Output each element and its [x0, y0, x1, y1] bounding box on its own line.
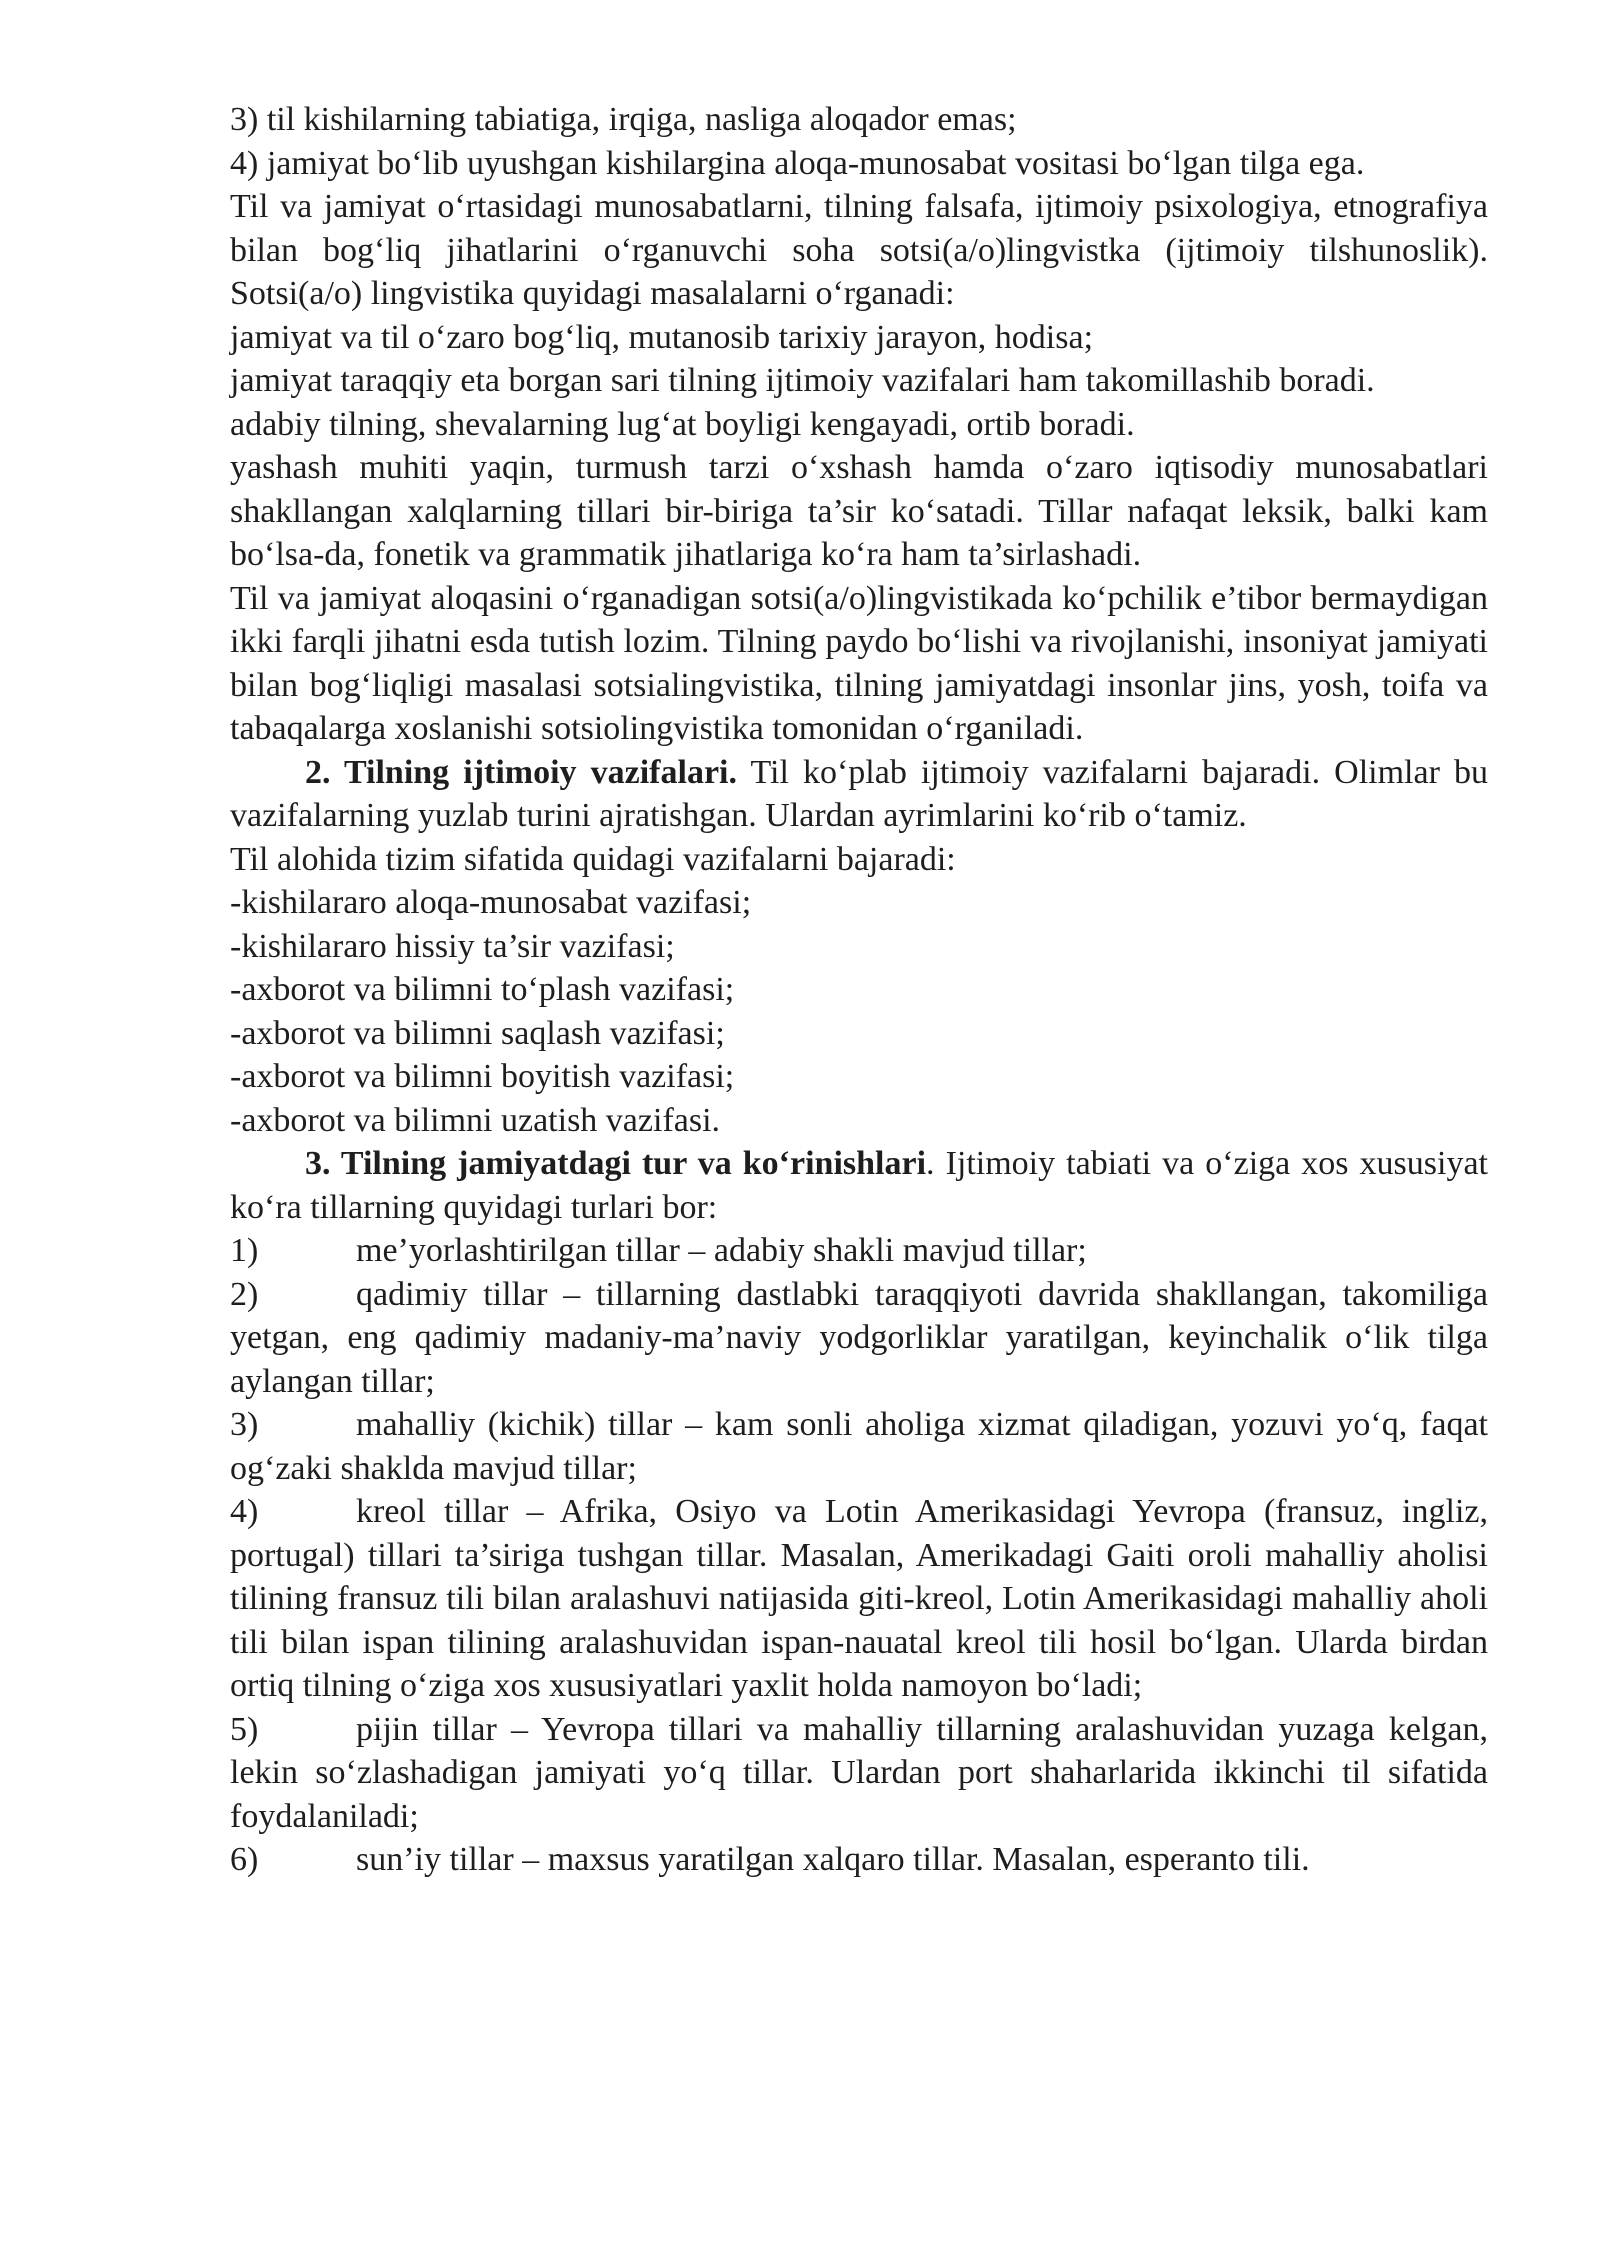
section-3-heading: 3. Tilning jamiyatdagi tur va ko‘rinishlari: [305, 1145, 927, 1182]
language-type-text: sun’iy tillar – maxsus yaratilgan xalqaro tillar. Masalan, esperanto tili.: [356, 1841, 1310, 1878]
language-type-item: [230, 1229, 1488, 1273]
issue-item: jamiyat va til o‘zaro bog‘liq, mutanosib tarixiy jarayon, hodisa;: [230, 318, 1094, 356]
function-item: -axborot va bilimni boyitish vazifasi;: [230, 1058, 735, 1095]
issue-item: yashash muhiti yaqin, turmush tarzi o‘xshash hamda o‘zaro iqtisodiy munosabatlari shakllangan xalqlarning tillari bir-biriga ta’sir ko‘satadi. Tillar nafaqat leksik, balki kam bo‘lsa-da, fonetik va grammatik jihatlariga ko‘ra ham ta’sirlashadi.: [230, 449, 1488, 573]
language-type-number: 4): [230, 1493, 259, 1530]
function-item: -kishilararo hissiy ta’sir vazifasi;: [230, 927, 675, 965]
language-type-number: 5): [230, 1710, 259, 1748]
section-3-paragraph: [230, 1142, 1488, 1229]
language-type-number: 2): [230, 1275, 259, 1313]
issue-item: adabiy tilning, shevalarning lug‘at boyligi kengayadi, ortib boradi.: [230, 405, 1135, 443]
language-type-text: me’yorlashtirilgan tillar – adabiy shakli mavjud tillar;: [356, 1232, 1087, 1269]
intro-line: 3) til kishilarning tabiatiga, irqiga, nasliga aloqador emas;: [230, 101, 1017, 138]
functions-intro: Til alohida tizim sifatida quidagi vazifalarni bajaradi:: [230, 840, 956, 878]
intro-line: 4) jamiyat bo‘lib uyushgan kishilargina aloqa-munosabat vositasi bo‘lgan tilga ega.: [230, 144, 1365, 182]
two-aspects-paragraph: Til va jamiyat aloqasini o‘rganadigan sotsi(a/o)lingvistikada ko‘pchilik e’tibor bermaydigan ikki farqli jihatni esda tutish lozim. Tilning paydo bo‘lishi va rivojlanishi, insoniyat jamiyati bilan bog‘liqligi masalasi sotsialingvistika, tilning jamiyatdagi insonlar jins, yosh, toifa va tabaqalarga xoslanishi sotsiolingvistika tomonidan o‘rganiladi.: [230, 579, 1488, 747]
section-2-text: Til ko‘plab ijtimoiy vazifalarni bajaradi. Olimlar bu vazifalarning yuzlab turini ajratishgan. Ulardan ayrimlarini ko‘rib o‘tamiz.: [230, 753, 1488, 834]
language-type-number: 3): [230, 1406, 259, 1443]
language-type-text: kreol tillar – Afrika, Osiyo va Lotin Amerikasidagi Yevropa (fransuz, ingliz, portugal) tillari ta’siriga tushgan tillar. Masalan, Amerikadagi Gaiti oroli mahalliy aholisi tilining fransuz tili bilan aralashuvi natijasida giti-kreol, Lotin Amerikasidagi mahalliy aholi tili bilan ispan tilining aralashuvidan ispan-nauatal kreol tili hosil bo‘lgan. Ularda birdan ortiq tilning o‘ziga xos xususiyatlari yaxlit holda namoyon bo‘ladi;: [230, 1493, 1488, 1704]
issue-item: jamiyat taraqqiy eta borgan sari tilning ijtimoiy vazifalari ham takomillashib boradi.: [230, 362, 1375, 399]
language-type-item: [230, 1490, 1488, 1708]
language-type-item: [230, 1708, 1488, 1839]
language-type-item: [230, 1273, 1488, 1404]
section-2-paragraph: [230, 751, 1488, 838]
function-item: -kishilararo aloqa-munosabat vazifasi;: [230, 884, 752, 921]
language-type-number: 1): [230, 1232, 259, 1269]
language-type-text: qadimiy tillar – tillarning dastlabki taraqqiyoti davrida shakllangan, takomiliga yetgan, eng qadimiy madaniy-ma’naviy yodgorliklar yaratilgan, keyinchalik o‘lik tilga aylangan tillar;: [230, 1275, 1488, 1400]
language-type-item: [230, 1403, 1488, 1490]
section-3-text: . Ijtimoiy tabiati va o‘ziga xos xususiyat ko‘ra tillarning quyidagi turlari bor:: [230, 1145, 1488, 1226]
sociolinguistics-paragraph: Til va jamiyat o‘rtasidagi munosabatlarni, tilning falsafa, ijtimoiy psixologiya, etnografiya bilan bog‘liq jihatlarini o‘rganuvchi soha sotsi(a/o)lingvistka (ijtimoiy tilshunoslik). Sotsi(a/o) lingvistika quyidagi masalalarni o‘rganadi:: [230, 188, 1488, 312]
document-page: [230, 98, 1488, 1882]
language-type-item: [230, 1838, 1488, 1882]
function-item: -axborot va bilimni to‘plash vazifasi;: [230, 971, 735, 1008]
function-item: -axborot va bilimni uzatish vazifasi.: [230, 1101, 721, 1139]
language-type-text: mahalliy (kichik) tillar – kam sonli aholiga xizmat qiladigan, yozuvi yo‘q, faqat og‘zaki shaklda mavjud tillar;: [230, 1406, 1488, 1487]
language-type-number: 6): [230, 1841, 259, 1878]
function-item: -axborot va bilimni saqlash vazifasi;: [230, 1014, 725, 1052]
section-2-heading: 2. Tilning ijtimoiy vazifalari.: [305, 753, 737, 791]
language-type-text: pijin tillar – Yevropa tillari va mahalliy tillarning aralashuvidan yuzaga kelgan, lekin so‘zlashadigan jamiyati yo‘q tillar. Ulardan port shaharlarida ikkinchi til sifatida foydalaniladi;: [230, 1710, 1488, 1835]
